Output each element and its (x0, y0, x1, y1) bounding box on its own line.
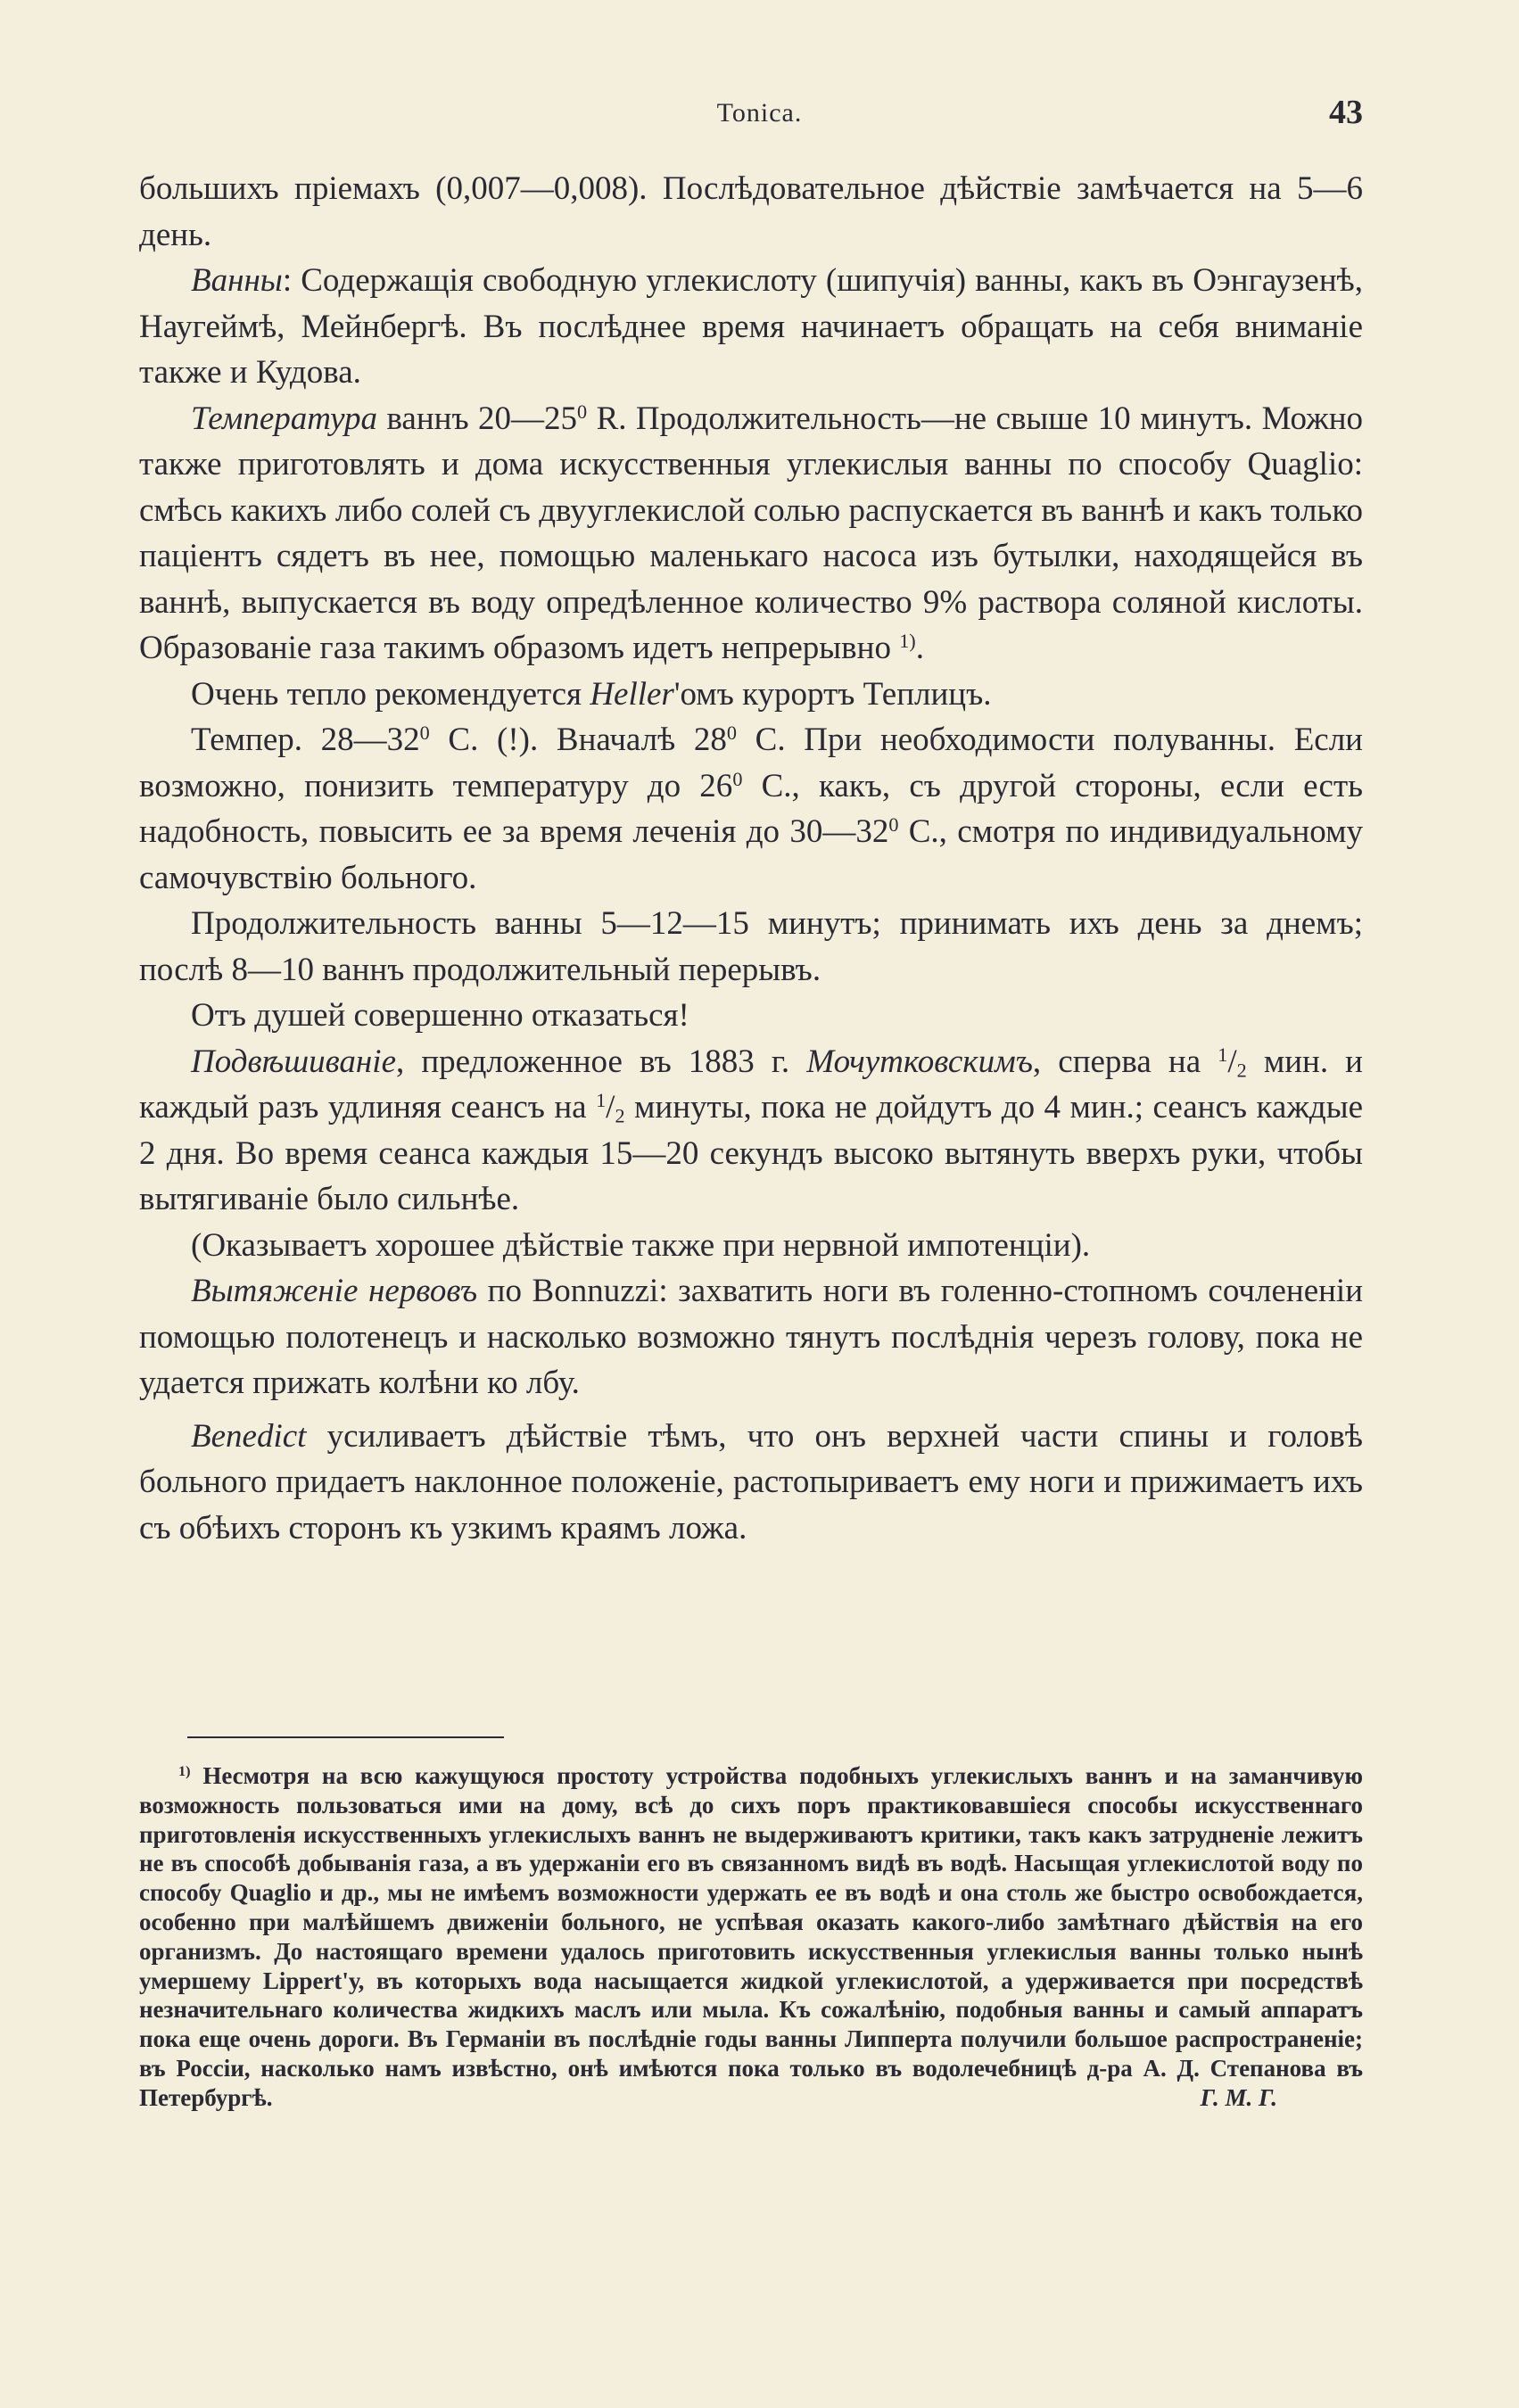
superscript: 1 (596, 1088, 607, 1111)
paragraph (139, 1039, 1363, 1223)
paragraph (139, 672, 1363, 718)
text-run: С. (!). Вначалѣ 28 (429, 722, 727, 758)
text-run: , сперва на (1032, 1043, 1218, 1080)
text-run: мин. и каждый разъ удлиняя сеансъ на (139, 1043, 1363, 1126)
paragraph (139, 1414, 1363, 1552)
italic-term: Heller (590, 675, 674, 713)
text-run: 'омъ курортъ Теплицъ. (673, 675, 992, 713)
subscript: 2 (1236, 1059, 1247, 1082)
paragraph (139, 1268, 1363, 1406)
running-title: Tonica. (716, 98, 803, 128)
text-run: С., смотря по индивидуальному самочувствію больного. (139, 813, 1364, 896)
text-run: / (1227, 1043, 1237, 1080)
text-run: С., какъ, съ другой стороны, если есть надобность, повысить ее за время леченія до 30—32 (139, 767, 1363, 850)
italic-term: Температура (191, 400, 378, 437)
text-run: , предложенное въ 1883 г. (396, 1043, 807, 1080)
text-run: минуты, пока не дойдутъ до 4 мин.; сеансъ каждые 2 дня. Во время сеанса каждыя 15—20 секундъ высоко вытянуть вверхъ руки, чтобы вытягиваніе было сильнѣе. (139, 1089, 1363, 1217)
paragraph (139, 166, 1363, 258)
superscript: 0 (732, 767, 743, 790)
body-text (139, 166, 1363, 1551)
footnote-divider (187, 1736, 504, 1738)
text-run: С. При необходимости полуванны. Если возможно, понизить температуру до 26 (139, 722, 1363, 804)
text-run: Темпер. 28—32 (191, 722, 420, 758)
italic-term: Benedict (191, 1417, 307, 1455)
paragraph (139, 717, 1363, 901)
superscript: 0 (888, 812, 899, 836)
text-run: Очень тепло рекомендуется (191, 675, 590, 713)
paragraph (139, 396, 1363, 672)
text-run: : Содержащія свободную углекислоту (шипучія) ванны, какъ въ Оэнгаузенѣ, Наугеймѣ, Мейнбергѣ. Въ послѣднее время начинаетъ обращать на себя вниманіе также и Кудова. (139, 262, 1363, 391)
text-run: Отъ душей совершенно отказаться! (191, 997, 689, 1034)
text-run: ваннъ 20—25 (377, 400, 578, 437)
superscript: 0 (726, 721, 737, 744)
text-run: по Bonnuzzi: захватить ноги въ голенно-стопномъ сочлененіи помощью полотенецъ и насколько возможно тянутъ послѣднія черезъ голову, пока не удается прижать колѣни ко лбу. (139, 1273, 1363, 1401)
superscript: 0 (577, 400, 588, 423)
text-run: усиливаетъ дѣйствіе тѣмъ, что онъ верхней части спины и головѣ больного придаетъ наклонное положеніе, растопыриваетъ ему ноги и прижимаетъ ихъ съ обѣихъ сторонъ къ узкимъ краямъ ложа. (139, 1417, 1363, 1546)
italic-term: Ванны (191, 262, 283, 299)
superscript: 0 (419, 721, 430, 744)
footnote-paragraph (139, 1761, 1363, 2113)
superscript: 1) (899, 629, 916, 652)
paragraph (139, 258, 1363, 396)
footnote-text: Несмотря на всю кажущуюся простоту устройства подобныхъ углекислыхъ ваннъ и на заманчивую возможность пользоваться ими на дому, всѣ до сихъ поръ практиковавшіеся способы искусственнаго приготовленія искусственныхъ углекислыхъ ваннъ не выдерживаютъ критики, такъ какъ затрудненіе лежитъ не въ способѣ добыванія газа, а въ удержаніи его въ связанномъ видѣ въ водѣ. Насыщая углекислотой воду по способу Quaglio и др., мы не имѣемъ возможности удержать ее въ водѣ и она столь же быстро освобождается, особенно при малѣйшемъ движеніи больного, не успѣвая оказать какого-либо замѣтнаго дѣйствія на его организмъ. До настоящаго времени удалось приготовить искусственныя углекислыя ванны только нынѣ умершему Lippert'у, въ которыхъ вода насыщается жидкой углекислотой, а удерживается при посредствѣ незначительнаго количества жидкихъ маслъ или мыла. Къ сожалѣнію, подобныя ванны и самый аппаратъ пока еще очень дороги. Въ Германіи въ послѣдніе годы ванны Липперта получили большое распространеніе; въ Россіи, насколько намъ извѣстно, онѣ имѣются пока только въ водолечебницѣ д-ра А. Д. Степанова въ Петербургѣ. (139, 1762, 1363, 2111)
italic-term: Подвѣшиваніе (191, 1043, 396, 1080)
footnote (139, 1761, 1363, 2113)
paragraph (139, 993, 1363, 1039)
text-run: (Оказываетъ хорошее дѣйствіе также при нервной импотенціи). (191, 1226, 1091, 1264)
text-run: . (915, 630, 924, 666)
italic-term: Мочутковскимъ (806, 1043, 1033, 1080)
paragraph (139, 901, 1363, 993)
footnote-signature: Г. М. Г. (1200, 2083, 1277, 2111)
text-run: большихъ пріемахъ (0,007—0,008). Послѣдовательное дѣйствіе замѣчается на 5—6 день. (139, 170, 1363, 253)
text-run: R. Продолжительность—не свыше 10 минутъ. Можно также приготовлять и дома искусственныя углекислыя ванны по способу Quaglio: смѣсь какихъ либо солей съ двууглекислой солью распускается въ ваннѣ и какъ только паціентъ сядетъ въ нее, помощью маленькаго насоса изъ бутылки, находящейся въ ваннѣ, выпускается въ воду опредѣленное количество 9% раствора соляной кислоты. Образованіе газа такимъ образомъ идетъ непрерывно (139, 400, 1363, 666)
text-run: / (606, 1089, 615, 1126)
paragraph (139, 1223, 1363, 1269)
page-number: 43 (1329, 94, 1363, 131)
page-header (0, 93, 1519, 137)
superscript: 1 (1218, 1043, 1228, 1066)
footnote-marker: 1) (178, 1763, 191, 1780)
italic-term: Вытяженіе нервовъ (191, 1273, 478, 1309)
subscript: 2 (615, 1104, 625, 1127)
text-run: Продолжительность ванны 5—12—15 минутъ; принимать ихъ день за днемъ; послѣ 8—10 ваннъ продолжительный перерывъ. (139, 905, 1363, 988)
